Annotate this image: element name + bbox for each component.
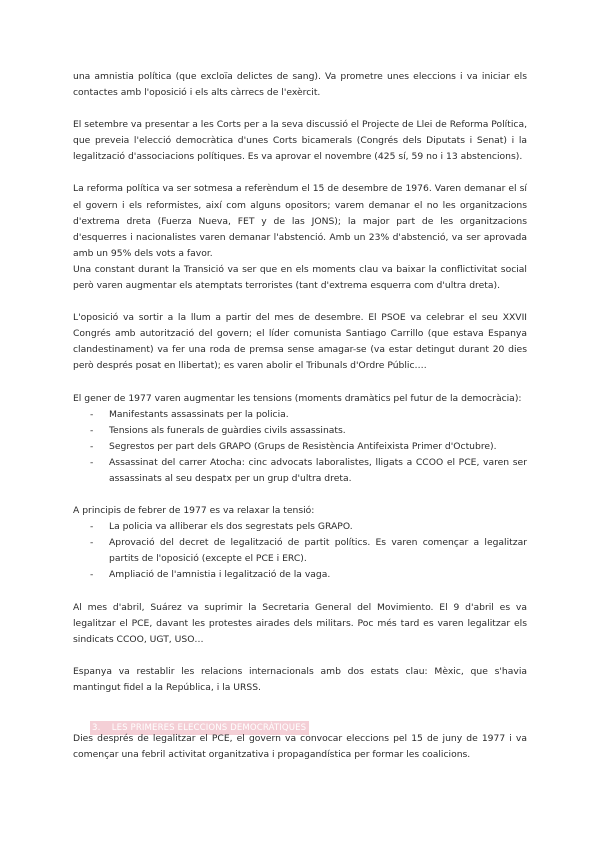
paragraph-tensions-intro: El gener de 1977 varen augmentar les tensions (moments dramàtics pel futur de la democràcia): <box>73 392 522 404</box>
paragraph-referendum: La reforma política va ser sotmesa a referèndum el 15 de desembre de 1976. Varen demanar el sí el govern i els reformistes, així com alguns opositors; varem demanar el no les organitzacions d'extrema dreta (Fuerza Nueva, FET y de las JONS); la major part de les organitzacions d'esquerres i nacionalistes varen demanar l'abstenció. Amb un 23% d'abstenció, va ser aprovada amb un 95% dels vots a favor. <box>73 183 527 259</box>
list-item: - La policia va alliberar els dos segrestats pels GRAPO. <box>90 521 353 533</box>
paragraph-social-conflict: Una constant durant la Transició va ser que en els moments clau va baixar la conflictivitat social però varen augmentar els atemptats terroristes (tant d'extrema esquerra com d'ultra dreta). <box>73 263 527 292</box>
paragraph-april-legalization: Al mes d'abril, Suárez va suprimir la Secretaria General del Movimiento. El 9 d'abril es va legalitzar el PCE, davant les protestes airades dels militars. Poc més tard es varen legalitzar els sindicats CCOO, UGT, USO… <box>73 601 527 645</box>
list-item: - Manifestants assassinats per la policia. <box>90 408 289 420</box>
document-body <box>73 69 527 763</box>
section-heading-wrap <box>73 715 527 731</box>
paragraph-relax-intro: A principis de febrer de 1977 es va relaxar la tensió: <box>73 505 315 517</box>
paragraph-opposition: L'oposició va sortir a la llum a partir del mes de desembre. El PSOE va celebrar el seu XXVII Congrés amb autorització del govern; el líder comunista Santiago Carrillo (que estava Espanya clandestinament) va fer una roda de premsa sense amagar-se (va estar detingut durant 20 dies però després posat en llibertat); es varen abolir el Tribunals d'Ordre Públic…. <box>73 312 527 372</box>
relax-list <box>73 519 527 583</box>
tensions-list <box>73 407 527 487</box>
paragraph-political-reform-law: El setembre va presentar a les Corts per a la seva discussió el Projecte de Llei de Reforma Política, que preveia l'elecció democràtica d'unes Corts bicamerals (Congrés dels Diputats i Senat) i la legalització d'associacions polítiques. Es va aprovar el novembre (425 sí, 59 no i 13 abstencions). <box>73 119 527 163</box>
section-number: 3. <box>92 723 101 733</box>
section-title: LES PRIMERES ELECCIONS DEMOCRÀTIQUES <box>111 723 307 733</box>
list-item: - Tensions als funerals de guàrdies civils assassinats. <box>90 424 346 436</box>
paragraph-international-relations: Espanya va restablir les relacions internacionals amb dos estats clau: Mèxic, que s'havia mantingut fidel a la República, i la URSS. <box>73 665 527 693</box>
list-item: - Ampliació de l'amnistia i legalització de la vaga. <box>90 569 331 581</box>
paragraph-amnesty: una amnistia política (que excloïa delictes de sang). Va prometre unes eleccions i va iniciar els contactes amb l'oposició i els alts càrrecs de l'exèrcit. <box>73 71 527 99</box>
paragraph-elections-call: Dies després de legalitzar el PCE, el govern va convocar eleccions pel 15 de juny de 1977 i va començar una febril activitat organitzativa i propagandística per formar les coalicions. <box>73 733 527 761</box>
list-item: - Aprovació del decret de legalització de partit polítics. Es varen començar a legalitzar partits de l'oposició (excepte el PCE i ERC). <box>90 537 527 565</box>
list-item: - Assassinat del carrer Atocha: cinc advocats laboralistes, lligats a CCOO el PCE, varen ser assassinats al seu despatx per un grup d'ultra dreta. <box>90 456 527 484</box>
list-item: - Segrestos per part dels GRAPO (Grups de Resistència Antifeixista Primer d'Octubre). <box>90 440 497 452</box>
